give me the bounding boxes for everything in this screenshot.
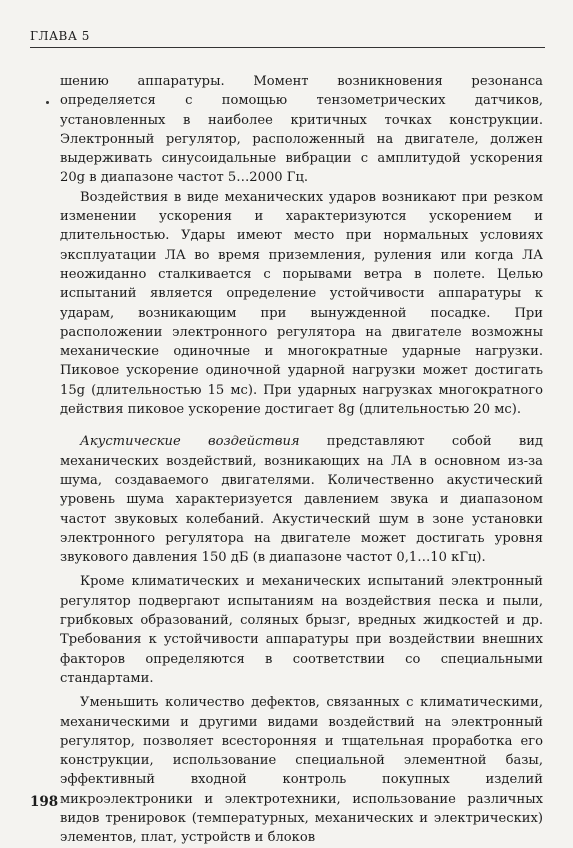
paragraph-5: Уменьшить количество дефектов, связанных с климатическими, механическими и другими видами воздействий на электронный регулятор, позволяет всесторонняя и тщательная проработка его конструкции, использование специальной элементной базы, эффективный входной контроль покупных изделий микроэлектроники и электротехники, использование различных видов тренировок (температурных, механических и электрических) элементов, плат, устройств и блоков (60, 695, 543, 846)
paragraph-3 (60, 432, 543, 567)
acoustic-term: Акустические воздействия (80, 434, 300, 450)
page-number: 198 (30, 794, 59, 810)
paragraph-2: Воздействия в виде механических ударов возникают при резком изменении ускорения и характеризуются ускорением и длительностью. Удары имеют место при нормальных условиях эксплуатации ЛА во время приземления, руления или когда ЛА неожиданно сталкивается с порывами ветра в полете. Целью испытаний является определение устойчивости аппаратуры к ударам, возникающим при вынужденной посадке. При расположении электронного регулятора на двигателе возможны механические одиночные и многократные ударные нагрузки. Пиковое ускорение одиночной ударной нагрузки может достигать 15g (длительностью 15 мс). При ударных нагрузках многократного действия пиковое ускорение достигает 8g (длительностью 20 мс). (60, 189, 543, 418)
page-body (60, 72, 543, 848)
paragraph-3-text: представляют собой вид механических воздействий, возникающих на ЛА в основном из-за шума, создаваемого двигателями. Количественно акустический уровень шума характеризуется давлением звука и диапазоном частот звуковых колебаний. Акустический шум в зоне установки электронного регулятора на двигателе может достигать уровня звукового давления 150 дБ (в диапазоне частот 0,1…10 кГц). (60, 434, 543, 566)
margin-dot (46, 101, 49, 104)
paragraph-1: шению аппаратуры. Момент возникновения резонанса определяется с помощью тензометрических датчиков, установленных в наиболее критичных точках конструкции. Электронный регулятор, расположенный на двигателе, должен выдерживать синусоидальные вибрации с амплитудой ускорения 20g в диапазоне частот 5…2000 Гц. (60, 74, 543, 186)
header-rule (30, 47, 545, 48)
paragraph-4: Кроме климатических и механических испытаний электронный регулятор подвергают испытаниям на воздействия песка и пыли, грибковых образований, соляных брызг, вредных жидкостей и др. Требования к устойчивости аппаратуры при воздействии внешних факторов определяются в соответствии со специальными стандартами. (60, 574, 543, 686)
chapter-header: ГЛАВА 5 (30, 29, 90, 43)
